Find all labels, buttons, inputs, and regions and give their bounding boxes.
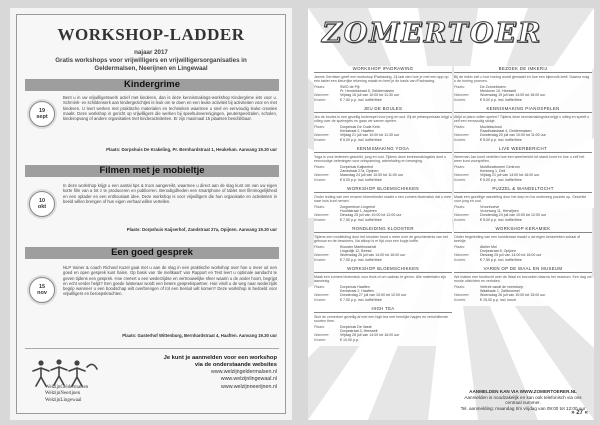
detail-label: Kosten: (454, 137, 467, 142)
detail-label: Wanneer: (454, 93, 470, 98)
detail-value: SWO de Pijl (340, 84, 360, 89)
program-item-heading: KENNISMAKING PIANOSPELEN (454, 106, 592, 113)
program-item (454, 266, 592, 302)
detail-value: Kerkweg 1, Deil (480, 169, 506, 174)
detail-value: Dorpshuis De Oude Kerk (340, 124, 380, 129)
flyer-footer (25, 348, 279, 410)
detail-value: Woensdag 26 juli van 14:00 tot 16:00 uur (340, 253, 406, 258)
detail-label: Kosten: (314, 137, 327, 142)
detail-value: Maandag 24 juli van 10:00 tot 11:00 uur (340, 173, 404, 178)
program-item (314, 186, 452, 222)
detail-value: Vrijdag 21 juli van 14:00 tot 16:00 uur (480, 173, 540, 178)
detail-label: Kosten: (314, 97, 327, 102)
detail-label: Wanneer: (314, 93, 330, 98)
page-number: » 27 « (571, 410, 588, 416)
program-item-intro: Sluit de zomertoer gezellig af met een high tea met heerlijke hapjes en verschillende soorten thee. (314, 314, 449, 323)
program-item-heading: LIVE WEERBERICHT (454, 146, 592, 153)
detail-value: € 5,00 p.p. incl. koffie/thee (340, 177, 382, 182)
workshop-1-month: sept (36, 114, 48, 120)
program-detail-row (454, 218, 592, 222)
program-item-heading: WORKSHOP KERAMIEK (454, 226, 592, 233)
program-detail-row (454, 178, 592, 182)
detail-label: Wanneer: (314, 333, 330, 338)
program-item-heading: RONDLEIDING KLOOSTER (314, 226, 452, 233)
detail-label: Kosten: (454, 217, 467, 222)
program-item (314, 66, 452, 102)
detail-label: Kosten: (454, 97, 467, 102)
detail-value: Dorpshuis De Vaste (340, 324, 372, 329)
program-item-intro: Onder leiding van een ervaren bloembinder maakt u een zomers bloemstuk dat u mee naar huis kunt nemen. (314, 194, 452, 203)
detail-value: € 5,00 p.p. incl. koffie/thee (480, 217, 522, 222)
workshop-3-title: Een goed gesprek (25, 247, 279, 259)
workshop-ladder-page (10, 8, 292, 420)
detail-label: Plaats: (314, 244, 325, 249)
detail-value: € 7,50 p.p. incl. koffie/thee (340, 97, 382, 102)
detail-label: Plaats: (454, 124, 465, 129)
program-item (314, 146, 452, 182)
program-column-left (314, 66, 452, 346)
detail-label: Kosten: (314, 337, 327, 342)
detail-value: € 7,50 p.p. incl. koffie/thee (340, 257, 382, 262)
detail-label: Plaats: (314, 284, 325, 289)
logo-line-lingewaal: WelzijnLingewaal (45, 397, 82, 403)
program-item-heading: VAREN OP DE WAAL EN MUSEUM (454, 266, 592, 273)
program-detail-row (454, 298, 592, 302)
detail-label: Kosten: (314, 217, 327, 222)
logo-line-neerijnen: WelzijnNeerijnen (45, 391, 81, 397)
program-item-heading: JEU DE BOULES (314, 106, 452, 113)
program-detail-row (454, 138, 592, 142)
workshop-1-description: Bent u in uw vrijwilligerswerk actief met kinderen, dan is deze kennismakings-workshop Kindergrime iets voor u. Schmink- en schilderwerk aan kindergezichtjes is leuk om te doen en een leuke activiteit bij activiteiten voor en met kinderen. U leert werken met praktische materialen en technieken waarmee u snel en eenvoudig leuke creaties maakt. Deze workshop is gericht op vrijwilligers die werken bij speeltuinverenigingen, peuterspeelzalen, scholen, kinderopvang of andere organisaties met kinderactiviteiten. Er zijn maximaal 15 plaatsen beschikbaar. (63, 95, 277, 122)
detail-label: Wanneer: (454, 173, 470, 178)
program-detail-row (314, 258, 452, 262)
workshop-3-date-badge (29, 277, 55, 303)
welzijn-logo-text (45, 385, 88, 404)
workshop-1-date-badge (29, 101, 55, 127)
detail-value: Pr. Hendrikstraat 5, Geldermalsen (340, 89, 395, 94)
program-item-intro: Maak een zomers bloemstuk voor thuis of om cadeau te geven. Alle materialen zijn aanwezig. (314, 274, 447, 283)
detail-label: Plaats: (454, 284, 465, 289)
program-detail-row (314, 298, 452, 302)
detail-label: Wanneer: (314, 213, 330, 218)
program-detail-row (314, 138, 452, 142)
detail-value: € 7,50 p.p. incl. koffie/thee (340, 297, 382, 302)
detail-value: Lingedijk 12, Beesd (340, 249, 372, 254)
program-item-intro: Altijd al piano willen spelen? Tijdens deze kennismakingsles krijgt u uitleg en speelt u zelf een eenvoudig stukje. (454, 114, 590, 123)
detail-value: € 10,00 p.p. (340, 337, 359, 342)
detail-value: Dinsdag 25 juli van 14:00 tot 16:00 uur (480, 253, 542, 258)
site-link-lingewaal[interactable]: www.welzijnlingewaal.nl (220, 376, 277, 383)
detail-value: Kerkstraat 2, Haaften (340, 129, 374, 134)
detail-value: Dorpshuis Kaijserhof (340, 164, 374, 169)
workshop-2-title: Filmen met je mobieltje (25, 165, 279, 177)
detail-label: Kosten: (314, 257, 327, 262)
program-item-heading: PUZZEL & WANDELTOCHT (454, 186, 592, 193)
program-item-intro: Tijdens een rondleiding door het klooster hoort u meer over de geschiedenis van het gebouw en de bewoners. Na afloop is er tijd voor een kopje koffie. (314, 234, 448, 243)
program-detail-row (314, 218, 452, 222)
program-item-heading: KENNISMAKING YOGA (314, 146, 452, 153)
workshop-3-day: 15 (38, 284, 46, 290)
program-item-intro: Jannie Gerritsen geeft een workshop iPadrawing. Zij laat zien hoe je met een app op een tablet een kleurrijke tekening maakt en leert je de basis van iPadrawing. (314, 74, 449, 83)
detail-label: Plaats: (314, 164, 325, 169)
detail-label: Wanneer: (314, 173, 330, 178)
detail-value: € 5,00 p.p. incl. koffie/thee (480, 177, 522, 182)
zomertoer-title: ZOMERTOER (322, 18, 543, 49)
detail-value: € 5,00 p.p. incl. koffie/thee (480, 97, 522, 102)
program-detail-row (454, 258, 592, 262)
workshop-2-description: In deze workshop krijgt u een aantal tips & trucs aangereikt, waarmee u direct aan de slag kunt om van uw eigen korte film van a tot z te produceren en publiceren. Benodigdheden een smartphone of tablet met filmmogelijkheid en een oplader en een enthousiast idee. Deze workshop is voor vrijwilligers die hun organisatie en activiteiten in beeld willen brengen of hun eigen verhaal willen vertellen. (63, 183, 277, 204)
detail-label: Plaats: (314, 84, 325, 89)
flyer-season: najaar 2017 (134, 49, 168, 56)
workshop-3-location: Plaats: Gasterhof Wittenburg, Bernhardstraat 4, Haaften. Aanvang 19.30 uur (122, 333, 277, 338)
detail-label: Wanneer: (314, 133, 330, 138)
zomertoer-page (308, 8, 594, 420)
detail-value: Donderdag 24 juli van 10:00 tot 12:00 uur (480, 213, 547, 218)
detail-value: Dorpsstraat 8, Opijnen (480, 249, 516, 254)
detail-value: Multifunctioneel Centrum (480, 164, 520, 169)
detail-value: Raadhuisstraat 4, Geldermalsen (480, 129, 532, 134)
detail-label: Kosten: (454, 177, 467, 182)
logo-line-geldermalsen: WelzijnGeldermalsen (45, 385, 89, 390)
signup-phone: Tel. aanmelding: maandag t/m vrijdag van 09:00 tot 12:00 uur (460, 405, 586, 411)
detail-value: Vrijdag 21 juli van 10:00 tot 11:30 uur (340, 133, 400, 138)
program-item (454, 226, 592, 262)
detail-value: Dorpsstraat 3, Heesselt (340, 329, 378, 334)
detail-label: Plaats: (454, 84, 465, 89)
detail-label: Kosten: (454, 297, 467, 302)
workshop-1-location: Plaats: Dorpshuis De Krakeling, Pr. Bernhardstraat 1, Heukelum. Aanvang 19.30 uur (106, 147, 277, 152)
program-item-intro: Maak een gezellige wandeling door het dorp en los onderweg puzzels op. Geschikt voor jong en oud. (454, 194, 587, 203)
detail-value: € 15,00 p.p. incl. lunch (480, 297, 516, 302)
program-item-intro: Weerman Jan komt vertellen hoe een weerbericht tot stand komt en hoe u zelf het weer kunt voorspellen. (454, 154, 585, 163)
signup-footer (456, 389, 590, 411)
program-item-heading: WORKSHOP BLOEMSCHIKKEN (314, 186, 452, 193)
site-link-neerijnen[interactable]: www.welzijnneerijnen.nl (221, 383, 277, 390)
program-item-intro: Bij de imker ziet u hoe honing wordt gemaakt en hoe een bijenvolk leeft. Daarna mag u de honing proeven. (454, 74, 590, 83)
detail-label: Kosten: (314, 177, 327, 182)
detail-value: Dinsdag 25 juli van 10:00 tot 12:00 uur (340, 213, 402, 218)
workshop-2-day: 10 (38, 198, 46, 204)
detail-value: Klooster Mariënwaerdt (340, 244, 376, 249)
signup-heading[interactable]: AANMELDEN KAN VIA WWW.ZOMERTOERER.NL (469, 389, 577, 394)
detail-label: Plaats: (314, 204, 325, 209)
program-item-heading: HIGH TEA (314, 306, 452, 313)
program-item (454, 66, 592, 102)
detail-value: Woensdag 19 juli van 14:00 tot 16:00 uur (480, 93, 546, 98)
workshop-2-location: Plaats: Dorpshuis Kaijserhof, Zandstraat 27a, Opijnen. Aanvang 19.30 uur (126, 227, 277, 232)
detail-value: Hoofdstraat 1, Asperen (340, 209, 377, 214)
program-detail-row (314, 338, 452, 342)
signup-text: Aanmelden is noodzakelijk en kan ook telefonisch via ons centraal nummer. (464, 394, 582, 405)
detail-value: Donderdag 20 juli van 10:00 tot 11:00 uur (480, 133, 546, 138)
detail-value: € 5,00 p.p. incl. koffie/thee (340, 137, 382, 142)
detail-value: Vrijdag 28 juli van 14:00 tot 16:00 uur (340, 333, 400, 338)
page-number-value: 27 (576, 410, 583, 416)
detail-value: Kerkstraat 2, Haaften (340, 289, 374, 294)
detail-label: Kosten: (314, 297, 327, 302)
detail-value: Muziekschool (480, 124, 502, 129)
program-item-heading: WORKSHOP IPADRAWING (314, 66, 452, 73)
program-item (454, 106, 592, 142)
detail-value: Waalkade 1, Zaltbommel (480, 289, 520, 294)
detail-label: Wanneer: (314, 253, 330, 258)
detail-value: Vroonweg 11, Herwijnen (480, 209, 519, 214)
detail-label: Wanneer: (454, 293, 470, 298)
program-item-intro: Onder begeleiding van een kunstenaar maakt u uw eigen keramieken schaal of beeldje. (454, 234, 581, 243)
workshop-3-month: nov (37, 290, 47, 296)
workshop-1-day: 19 (38, 108, 46, 114)
workshop-1-title: Kindergrime (25, 79, 279, 91)
detail-label: Plaats: (314, 124, 325, 129)
program-item-intro: Jeu de boules is een gezellig buitenspel voor jong en oud. Bij de petanquebaan krijgt u uitleg over de spelregels en gaan we samen spelen. (314, 114, 452, 123)
detail-value: € 7,50 p.p. incl. koffie/thee (340, 217, 382, 222)
detail-label: Plaats: (454, 164, 465, 169)
program-item (314, 266, 452, 302)
flyer-subtitle (17, 49, 285, 73)
program-item-heading: WORKSHOP BLOEMSCHIKKEN (314, 266, 452, 273)
detail-label: Wanneer: (454, 213, 470, 218)
workshop-3-description: NLP trainer & coach Richard Kuzel gaat met u aan de slag in een praktische workshop over hoe u meer uit een goed en open gesprek kunt halen. Op basis van 'de meltkaart' van Rapport en Test leert u optimale aandacht te geven tijdens een gesprek. Hoe creëert u een wederzijdse en vertrouwelijke sfeer waarin u de ander hoort, begrijpt en echt verder helpt? Een goede luisteraar wordt een betere gesprekspartner. Hoe vindt u de weg naar wederzijds begrip wanneer u een boodschap wilt overbrengen of tot een besluit wilt komen? Deze workshop is bedoeld voor vrijwilligers en beroepskrachten. (63, 265, 277, 297)
flyer-intro-2: Geldermalsen, Neerijnen en Lingewaal (94, 65, 208, 72)
workshop-2-month: okt (37, 204, 47, 210)
flyer-intro-1: Gratis workshops voor vrijwilligers en vrijwilligersorganisaties in (55, 57, 247, 64)
program-detail-row (314, 98, 452, 102)
signup-line-1: Je kunt je aanmelden voor een workshop (163, 355, 277, 361)
detail-value: Vrijdag 18 juli van 10:00 tot 11:30 uur (340, 93, 400, 98)
detail-value: Zorgcentrum Lingehof (340, 204, 376, 209)
program-detail-row (314, 178, 452, 182)
detail-value: Donderdag 27 juli van 10:00 tot 12:00 uur (340, 293, 407, 298)
program-detail-row (454, 98, 592, 102)
detail-label: Plaats: (454, 204, 465, 209)
detail-label: Plaats: (314, 324, 325, 329)
detail-value: Zandstraat 27a, Opijnen (340, 169, 379, 174)
signup-block (143, 355, 277, 391)
detail-value: De Zonnebloem (480, 84, 506, 89)
flyer-title: WORKSHOP-LADDER (57, 25, 245, 44)
program-item (314, 226, 452, 262)
detail-value: Woensdag 26 juli van 10:00 tot 15:00 uur (480, 293, 546, 298)
signup-line-2: via de onderstaande websites (194, 362, 277, 368)
detail-label: Wanneer: (314, 293, 330, 298)
program-item-intro: We maken een boottocht over de Waal en bezoeken daarna het museum. Een dag vol mooie uitzichten en verhalen. (454, 274, 592, 283)
detail-label: Wanneer: (454, 253, 470, 258)
program-item-heading: BEZOEK DE IMKERIJ (454, 66, 592, 73)
program-column-right (454, 66, 592, 306)
detail-label: Kosten: (454, 257, 467, 262)
detail-label: Wanneer: (454, 133, 470, 138)
detail-value: Vertrek vanaf de veerstoep (480, 284, 523, 289)
detail-value: Dorpshuis Haaften (340, 284, 370, 289)
workshop-2-date-badge (29, 191, 55, 217)
detail-value: Meidoorn 10, Heesselt (480, 89, 516, 94)
detail-value: Vroonhoeve (480, 204, 500, 209)
program-item-intro: Yoga is voor iedereen geschikt, jong en oud. Tijdens deze kennismakingsles doet u eenvoudige oefeningen voor ontspanning, ademhaling en beweging. (314, 154, 447, 163)
detail-value: € 5,00 p.p. incl. koffie/thee (480, 137, 522, 142)
detail-value: Atelier Mol (480, 244, 497, 249)
program-item (454, 146, 592, 182)
program-item (314, 306, 452, 342)
detail-value: € 7,50 p.p. incl. koffie/thee (480, 257, 522, 262)
program-item (314, 106, 452, 142)
program-item (454, 186, 592, 222)
flyer-frame (16, 14, 286, 414)
site-link-geldermalsen[interactable]: www.welzijngeldermalsen.nl (211, 369, 277, 375)
detail-label: Plaats: (454, 244, 465, 249)
